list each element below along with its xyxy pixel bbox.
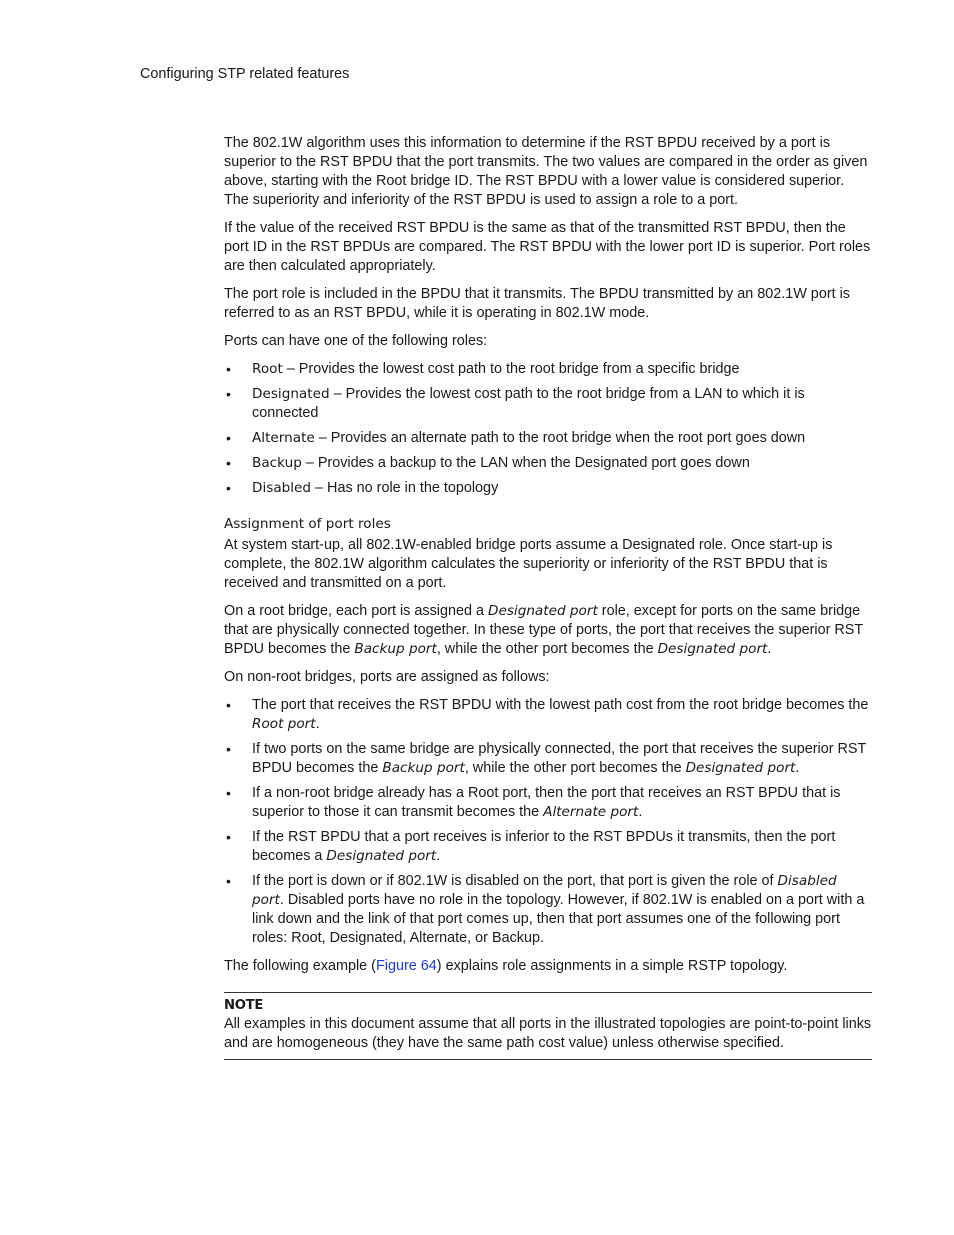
text-run: role, except for ports on the same bridge that are physically connected together. In these type of ports, the port that receives the superior RST BPDU becomes the [224,603,863,657]
bullet-icon: • [226,361,231,377]
list-item [224,740,872,778]
bullet-icon: • [226,785,231,801]
list-item [224,385,872,423]
emphasis: Root port [252,716,316,732]
list-item [224,784,872,822]
text-run: . [638,804,643,820]
role-term: Backup [252,455,302,471]
list-item [224,696,872,734]
role-description: – Provides the lowest cost path to the root bridge from a specific bridge [282,361,740,377]
note-text: All examples in this document assume that all ports in the illustrated topologies are point-to-point links and are homogeneous (they have the same path cost value) unless otherwise specified. [224,1016,872,1051]
text-run: The following example ( [224,958,376,974]
text-run: , while the other port becomes the [436,641,658,657]
paragraph: On non-root bridges, ports are assigned as follows: [224,669,550,685]
text-run: , while the other port becomes the [464,760,686,776]
role-description: – Provides the lowest cost path to the root bridge from a LAN to which it is connected [252,386,805,421]
section-heading: Assignment of port roles [224,516,391,532]
role-description: – Has no role in the topology [311,480,499,496]
role-description: – Provides a backup to the LAN when the Designated port goes down [301,455,750,471]
emphasis: Backup port [354,641,437,657]
text-run: . [436,848,441,864]
bullet-icon: • [226,430,231,446]
note-box [224,992,872,1060]
text-run: . [767,641,772,657]
text-run: . [795,760,800,776]
emphasis: Backup port [382,760,465,776]
role-description: – Provides an alternate path to the root bridge when the root port goes down [314,430,806,446]
emphasis: Designated port [657,641,768,657]
bullet-icon: • [226,873,231,889]
role-term: Designated [252,386,330,402]
emphasis: Alternate port [543,804,639,820]
emphasis: Disabled port [252,873,837,908]
text-run: . [315,716,320,732]
text-run: If a non-root bridge already has a Root port, then the port that receives an RST BPDU that is superior to those it can transmit becomes the [252,785,841,820]
paragraph [224,602,872,659]
paragraph: The 802.1W algorithm uses this information to determine if the RST BPDU received by a port is superior to the RST BPDU that the port transmits. The two values are compared in the order as given above, starting with the Root bridge ID. The RST BPDU with a lower value is considered superior. The superiority and inferiority of the RST BPDU is used to assign a role to a port. [224,135,868,208]
emphasis: Designated port [488,603,598,619]
role-term: Disabled [252,480,312,496]
emphasis: Designated port [326,848,437,864]
bullet-icon: • [226,741,231,757]
text-run: If two ports on the same bridge are physically connected, the port that receives the superior RST BPDU becomes the [252,741,867,776]
list-item [224,828,872,866]
text-run: If the RST BPDU that a port receives is inferior to the RST BPDUs it transmits, then the port becomes a [252,829,836,864]
list-item [224,872,872,948]
figure-64-link[interactable]: Figure 64 [375,958,437,974]
port-roles-list [224,360,872,498]
paragraph: If the value of the received RST BPDU is the same as that of the transmitted RST BPDU, then the port ID in the RST BPDUs are compared. The RST BPDU with the lower port ID is superior. Port roles are then calculated appropriately. [224,220,871,274]
text-run: On a root bridge, each port is assigned a [224,603,488,619]
bullet-icon: • [226,455,231,471]
bullet-icon: • [226,386,231,402]
text-run: ) explains role assignments in a simple RSTP topology. [436,958,788,974]
list-item [224,479,872,498]
bullet-icon: • [226,829,231,845]
bullet-icon: • [226,480,231,496]
text-run: The port that receives the RST BPDU with the lowest path cost from the root bridge becomes the [252,697,869,713]
text-run: . Disabled ports have no role in the topology. However, if 802.1W is enabled on a port with a link down and the link of that port comes up, then that port assumes one of the following port roles: Root, Designated, Alternate, or Backup. [252,892,865,946]
note-label: NOTE [224,998,264,1013]
paragraph [224,957,872,976]
list-item [224,454,872,473]
role-term: Alternate [252,430,315,446]
page-content [224,134,872,1060]
running-header: Configuring STP related features [140,66,350,82]
role-term: Root [252,361,283,377]
role-assignment-rules [224,696,872,948]
text-run: If the port is down or if 802.1W is disabled on the port, that port is given the role of [252,873,778,889]
emphasis: Designated port [685,760,796,776]
list-item [224,429,872,448]
bullet-icon: • [226,697,231,713]
paragraph: At system start-up, all 802.1W-enabled bridge ports assume a Designated role. Once start-up is complete, the 802.1W algorithm calculates the superiority or inferiority of the RST BPDU that is received and transmitted on a port. [224,537,833,591]
paragraph: The port role is included in the BPDU that it transmits. The BPDU transmitted by an 802.1W port is referred to as an RST BPDU, while it is operating in 802.1W mode. [224,286,850,321]
list-item [224,360,872,379]
paragraph: Ports can have one of the following roles: [224,333,488,349]
